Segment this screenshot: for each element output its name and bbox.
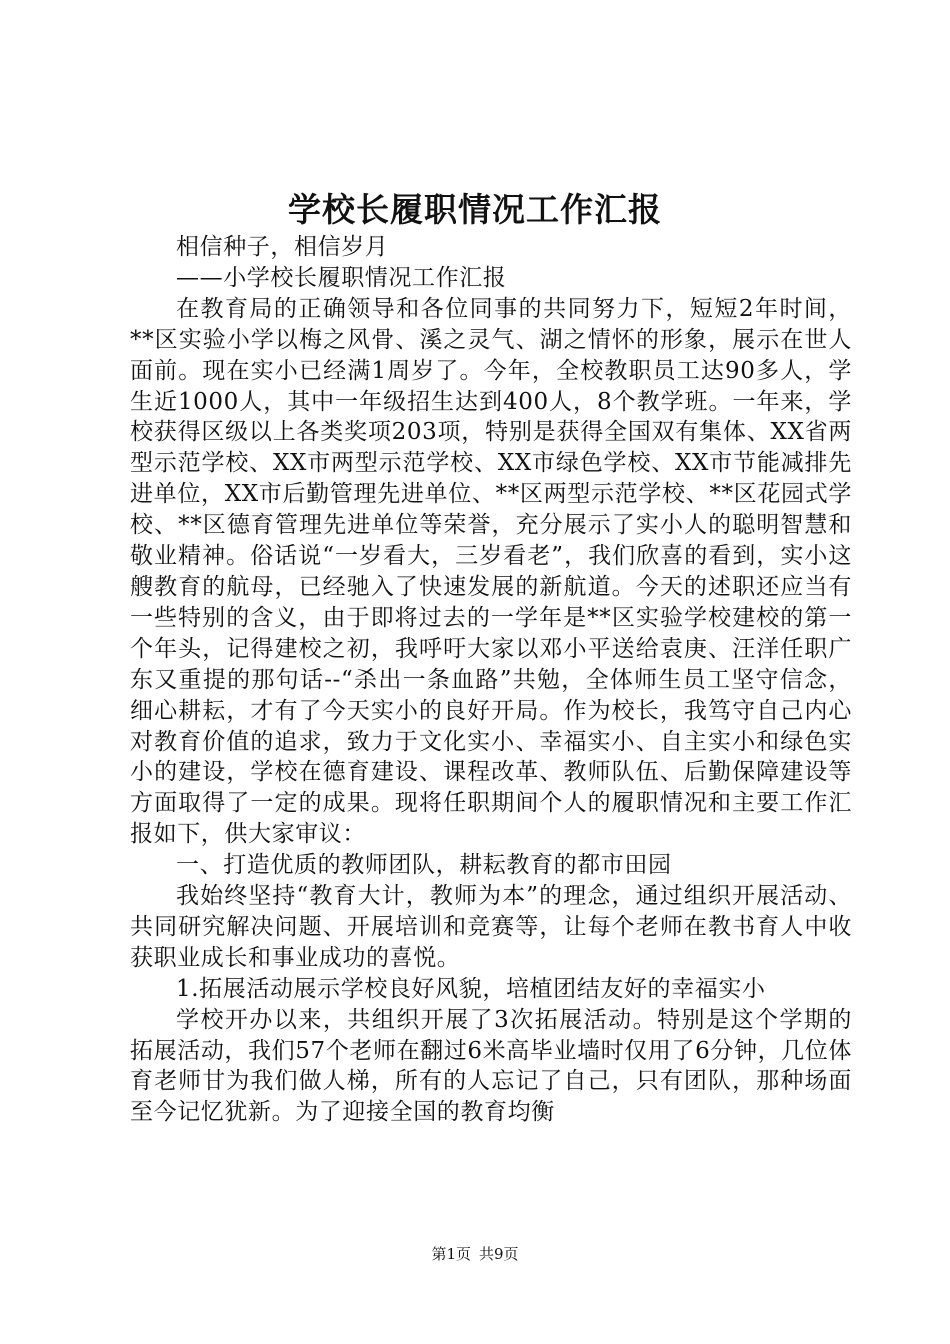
subsection-heading: 1.拓展活动展示学校良好风貌，培植团结友好的幸福实小 (176, 975, 766, 1002)
page-footer (0, 1244, 950, 1264)
document-title: 学校长履职情况工作汇报 (288, 190, 662, 229)
page-total: 共9页 (479, 1245, 519, 1263)
body-paragraph: 我始终坚持“教育大计，教师为本”的理念，通过组织开展活动、共同研究解决问题、开展培训和竞赛等，让每个老师在教书育人中收获职业成长和事业成功的喜悦。 (130, 883, 852, 971)
subtitle-line: 相信种子，相信岁月 (176, 234, 389, 260)
document-body (130, 232, 852, 1128)
section-heading: 一、打造优质的教师团队，耕耘教育的都市田园 (176, 852, 672, 879)
subtitle-line: ——小学校长履职情况工作汇报 (176, 264, 507, 291)
body-paragraph: 学校开办以来，共组织开展了3次拓展活动。特别是这个学期的拓展活动，我们57个老师在翻过6米高毕业墙时仅用了6分钟，几位体育老师甘为我们做人梯，所有的人忘记了自己，只有团队，那种场面至今记忆犹新。为了迎接全国的教育均衡 (130, 1006, 852, 1126)
body-paragraph: 在教育局的正确领导和各位同事的共同努力下，短短2年时间，**区实验小学以梅之风骨、溪之灵气、湖之情怀的形象，展示在世人面前。现在实小已经满1周岁了。今年，全校教职员工达90多人，学生近1000人，其中一年级招生达到400人，8个教学班。一年来，学校获得区级以上各类奖项203项，特别是获得全国双有集体、XX省两型示范学校、XX市两型示范学校、XX市绿色学校、XX市节能减排先进单位，XX市后勤管理先进单位、**区两型示范学校、**区花园式学校、**区德育管理先进单位等荣誉，充分展示了实小人的聪明智慧和敬业精神。俗话说“一岁看大，三岁看老”，我们欣喜的看到，实小这艘教育的航母，已经驰入了快速发展的新航道。今天的述职还应当有一些特别的含义，由于即将过去的一学年是**区实验学校建校的第一个年头，记得建校之初，我呼吁大家以邓小平送给袁庚、汪洋任职广东又重提的那句话--“杀出一条血路”共勉，全体师生员工坚守信念，细心耕耘，才有了今天实小的良好开局。作为校长，我笃守自己内心对教育价值的追求，致力于文化实小、幸福实小、自主实小和绿色实小的建设，学校在德育建设、课程改革、教师队伍、后勤保障建设等方面取得了一定的成果。现将任职期间个人的履职情况和主要工作汇报如下，供大家审议： (130, 295, 852, 848)
page-number: 第1页 (431, 1245, 471, 1263)
